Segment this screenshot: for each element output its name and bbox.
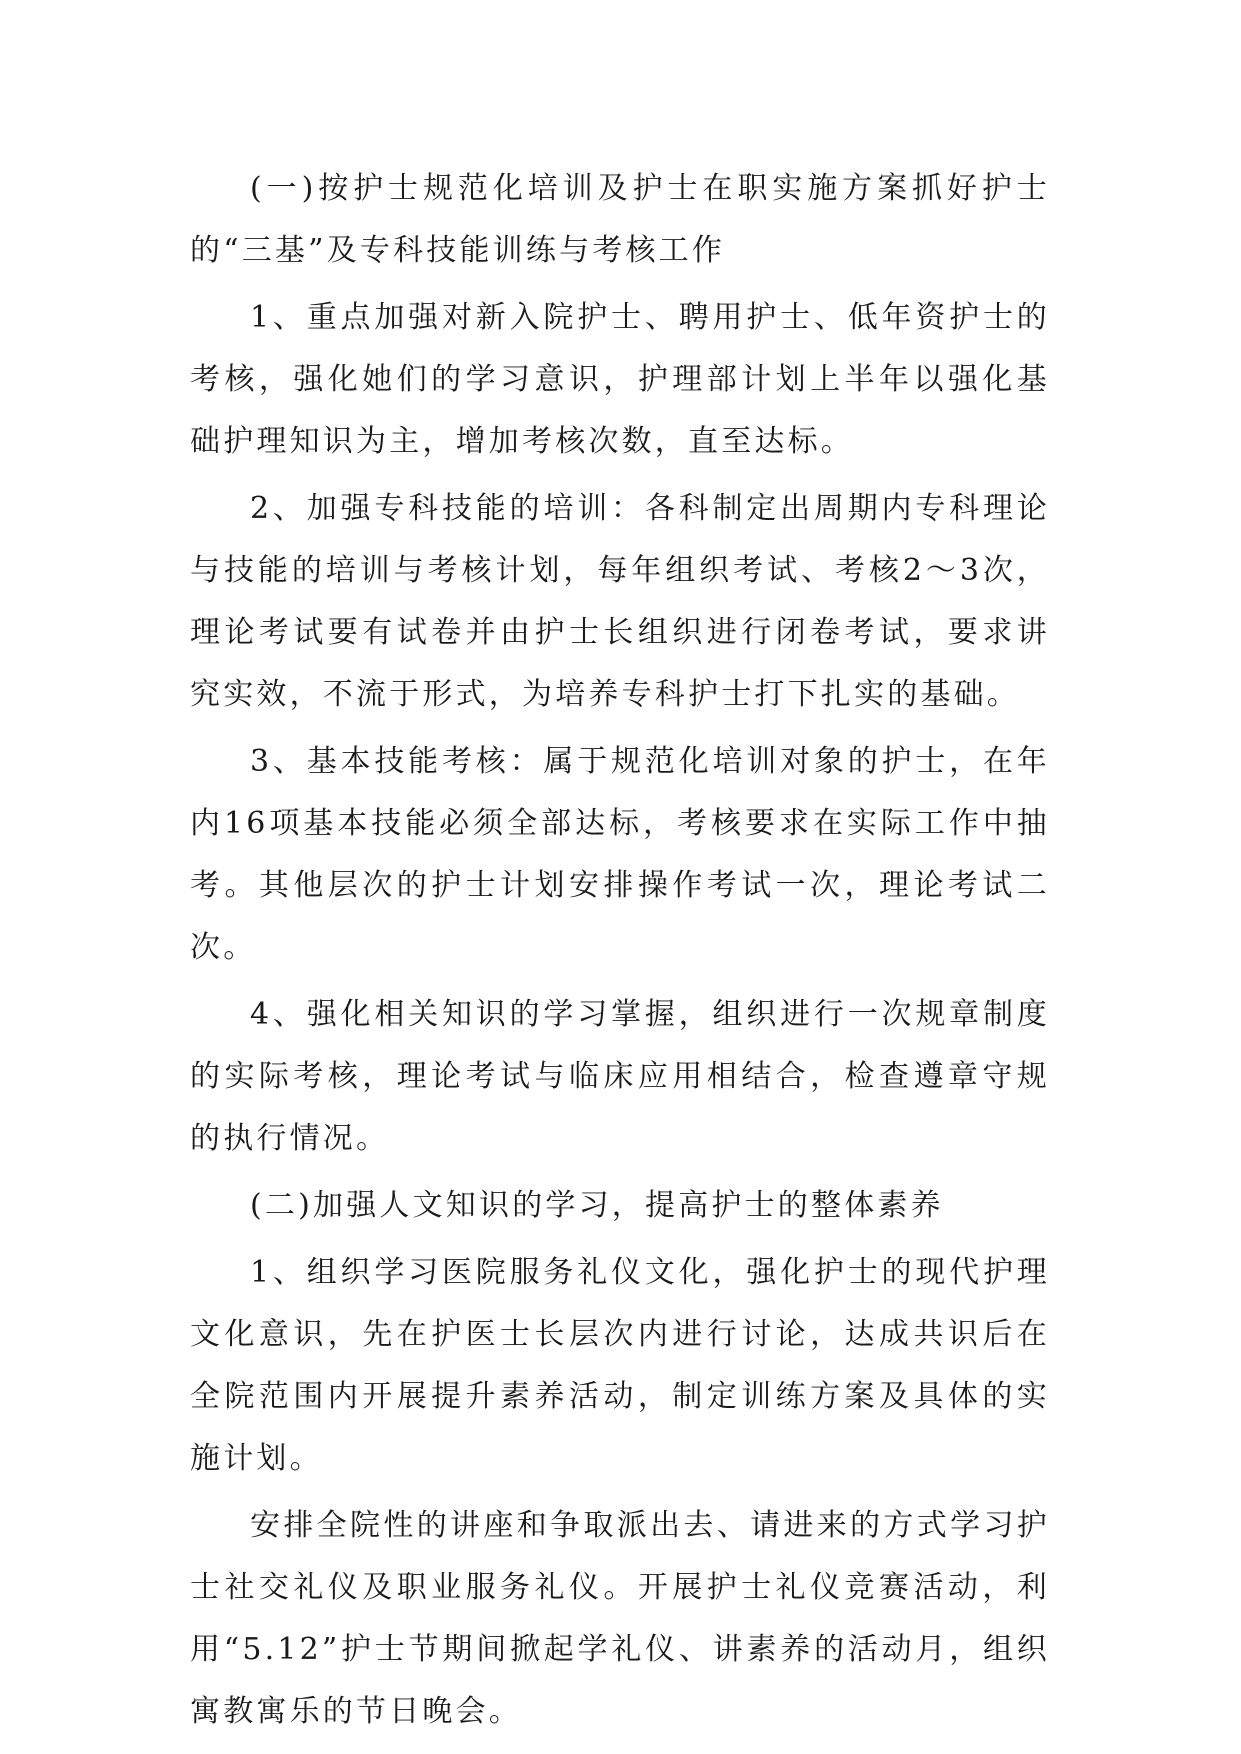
section-heading-1: (一)按护士规范化培训及护士在职实施方案抓好护士的“三基”及专科技能训练与考核工作 <box>190 171 1050 268</box>
section-heading-2: (二)加强人文知识的学习，提高护士的整体素养 <box>250 1188 944 1223</box>
paragraph-1-2: 2、加强专科技能的培训：各科制定出周期内专科理论与技能的培训与考核计划，每年组织考试、考核2～3次，理论考试要有试卷并由护士长组织进行闭卷考试，要求讲究实效，不流于形式，为培养专科护士打下扎实的基础。 <box>190 491 1050 712</box>
paragraph-2-2: 安排全院性的讲座和争取派出去、请进来的方式学习护士社交礼仪及职业服务礼仪。开展护士礼仪竞赛活动，利用“5.12”护士节期间掀起学礼仪、讲素养的活动月，组织寓教寓乐的节日晚会。 <box>190 1508 1050 1729</box>
paragraph-1-4: 4、强化相关知识的学习掌握，组织进行一次规章制度的实际考核，理论考试与临床应用相结合，检查遵章守规的执行情况。 <box>190 997 1050 1156</box>
paragraph-2-1: 1、组织学习医院服务礼仪文化，强化护士的现代护理文化意识，先在护医士长层次内进行讨论，达成共识后在全院范围内开展提升素养活动，制定训练方案及具体的实施计划。 <box>190 1255 1050 1476</box>
document-body <box>190 158 1050 1743</box>
paragraph-1-1: 1、重点加强对新入院护士、聘用护士、低年资护士的考核，强化她们的学习意识，护理部计划上半年以强化基础护理知识为主，增加考核次数，直至达标。 <box>190 300 1050 459</box>
paragraph-1-3: 3、基本技能考核：属于规范化培训对象的护士，在年内16项基本技能必须全部达标，考核要求在实际工作中抽考。其他层次的护士计划安排操作考试一次，理论考试二次。 <box>190 744 1050 965</box>
